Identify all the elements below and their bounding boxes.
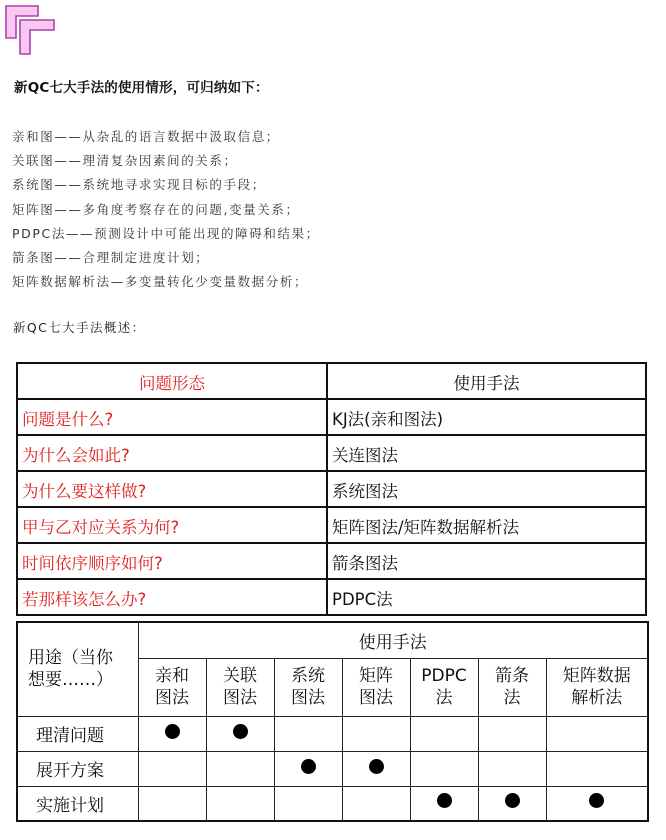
matrix-cell [206, 716, 274, 751]
matrix-cell [546, 716, 648, 751]
matrix-cell [546, 786, 648, 821]
table-row [17, 579, 646, 615]
matrix-cell [274, 751, 342, 786]
usage-header-line1: 用途（当你 [28, 648, 113, 669]
matrix-cell [138, 786, 206, 821]
list-item: 矩阵数据解析法—多变量转化少变量数据分析； [12, 274, 309, 290]
method-name-line1: PDPC [421, 666, 467, 686]
list-item: PDPC法——预测设计中可能出现的障碍和结果； [12, 225, 320, 241]
corner-logo-icon [2, 2, 58, 58]
table-row [17, 716, 648, 751]
matrix-cell [138, 751, 206, 786]
table-header-row [17, 363, 646, 399]
matrix-cell [410, 751, 478, 786]
matrix-cell [410, 786, 478, 821]
method-header: 使用手法 [327, 363, 646, 399]
matrix-cell [274, 786, 342, 821]
method-name-line1: 亲和 [155, 666, 189, 686]
method-cell: KJ法(亲和图法) [327, 399, 646, 435]
problem-cell: 为什么要这样做? [17, 471, 327, 507]
method-cell: 系统图法 [327, 471, 646, 507]
matrix-cell [206, 786, 274, 821]
method-name-line2: 法 [435, 688, 453, 708]
method-name-line2: 图法 [359, 688, 393, 708]
usage-header-line2: 想要……） [28, 670, 113, 691]
filled-circle-icon [165, 724, 180, 739]
matrix-cell [342, 751, 410, 786]
list-item: 箭条图——合理制定进度计划； [12, 250, 210, 266]
filled-circle-icon [505, 793, 520, 808]
method-column-header [206, 658, 274, 716]
problem-cell: 若那样该怎么办? [17, 579, 327, 615]
filled-circle-icon [369, 759, 384, 774]
method-name-line1: 矩阵 [359, 666, 393, 686]
usage-summary-heading: 新QC七大手法的使用情形，可归纳如下： [14, 80, 269, 96]
method-column-header [138, 658, 206, 716]
matrix-cell [342, 716, 410, 751]
table-row [17, 507, 646, 543]
method-column-header [342, 658, 410, 716]
filled-circle-icon [589, 793, 604, 808]
method-column-header [478, 658, 546, 716]
method-cell: 关连图法 [327, 435, 646, 471]
method-column-header [546, 658, 648, 716]
usage-header [17, 622, 138, 716]
usage-label: 实施计划 [17, 786, 138, 821]
list-item: 系统图——系统地寻求实现目标的手段； [12, 177, 266, 193]
overview-heading: 新QC七大手法概述： [13, 320, 146, 335]
problem-header: 问题形态 [17, 363, 327, 399]
matrix-cell [478, 716, 546, 751]
problem-cell: 为什么会如此? [17, 435, 327, 471]
list-item: 关联图——理清复杂因素间的关系； [12, 153, 238, 169]
table-row [17, 751, 648, 786]
filled-circle-icon [437, 793, 452, 808]
list-item: 矩阵图——多角度考察存在的问题,变量关系； [12, 201, 300, 217]
method-name-line1: 矩阵数据 [562, 666, 631, 686]
problem-cell: 时间依序顺序如何? [17, 543, 327, 579]
problem-cell: 甲与乙对应关系为何? [17, 507, 327, 543]
method-name-line2: 法 [503, 688, 521, 708]
matrix-cell [206, 751, 274, 786]
matrix-cell [342, 786, 410, 821]
method-cell: 矩阵图法/矩阵数据解析法 [327, 507, 646, 543]
method-cell: 箭条图法 [327, 543, 646, 579]
filled-circle-icon [301, 759, 316, 774]
method-name-line2: 图法 [291, 688, 325, 708]
method-name-line1: 箭条 [495, 666, 529, 686]
matrix-cell [138, 716, 206, 751]
method-column-header [410, 658, 478, 716]
problem-cell: 问题是什么? [17, 399, 327, 435]
table-row [17, 543, 646, 579]
matrix-cell [478, 786, 546, 821]
method-name-line1: 关联 [223, 666, 257, 686]
matrix-cell [274, 716, 342, 751]
method-name-line2: 解析法 [571, 688, 623, 708]
problem-method-table [16, 362, 647, 616]
usage-matrix-table [16, 621, 649, 822]
table-row [17, 399, 646, 435]
table-row [17, 786, 648, 821]
matrix-cell [478, 751, 546, 786]
method-cell: PDPC法 [327, 579, 646, 615]
table-row [17, 435, 646, 471]
usage-label: 理清问题 [17, 716, 138, 751]
method-name-line2: 图法 [223, 688, 257, 708]
table-row [17, 471, 646, 507]
method-name-line2: 图法 [155, 688, 189, 708]
method-name-line1: 系统 [291, 666, 325, 686]
methods-header: 使用手法 [138, 622, 648, 658]
matrix-cell [546, 751, 648, 786]
usage-summary-list [12, 125, 320, 294]
filled-circle-icon [233, 724, 248, 739]
matrix-cell [410, 716, 478, 751]
list-item: 亲和图——从杂乱的语言数据中汲取信息； [12, 129, 280, 144]
usage-label: 展开方案 [17, 751, 138, 786]
method-column-header [274, 658, 342, 716]
